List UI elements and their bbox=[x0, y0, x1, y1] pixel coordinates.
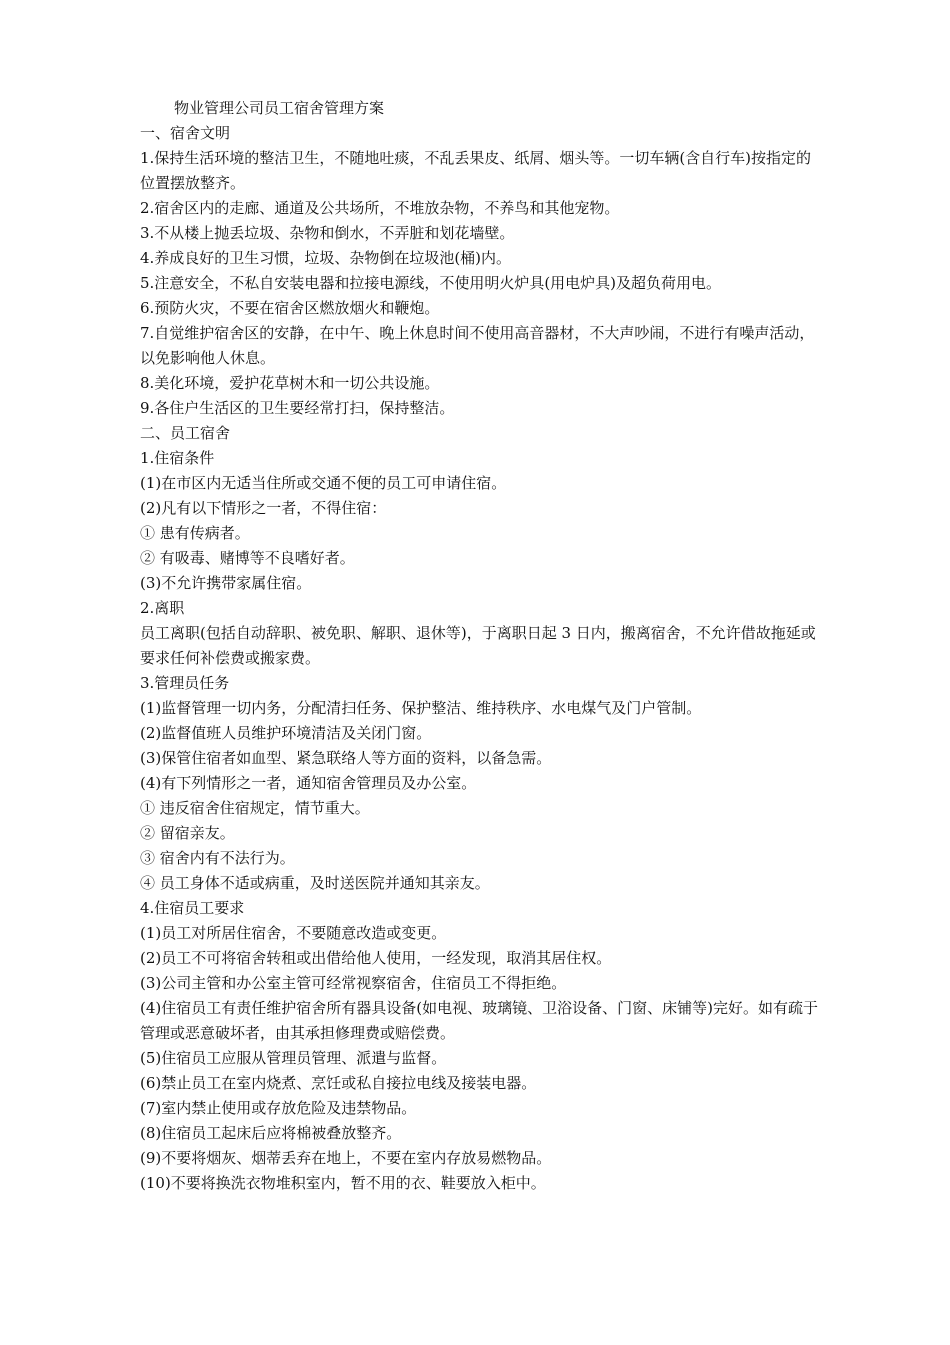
document-paragraph: 4.养成良好的卫生习惯，垃圾、杂物倒在垃圾池(桶)内。 bbox=[140, 249, 512, 267]
document-paragraph: (2)凡有以下情形之一者，不得住宿： bbox=[140, 499, 387, 517]
document-paragraph: (2)监督值班人员维护环境清洁及关闭门窗。 bbox=[140, 724, 432, 742]
document-paragraph: (3)不允许携带家属住宿。 bbox=[140, 574, 312, 592]
document-paragraph: (2)员工不可将宿舍转租或出借给他人使用，一经发现，取消其居住权。 bbox=[140, 949, 612, 967]
document-paragraph: ④ 员工身体不适或病重，及时送医院并通知其亲友。 bbox=[140, 874, 490, 892]
document-paragraph: ③ 宿舍内有不法行为。 bbox=[140, 849, 295, 867]
document-paragraph: 二、员工宿舍 bbox=[140, 424, 231, 442]
document-paragraph: 1.住宿条件 bbox=[140, 449, 215, 467]
document-paragraph: (6)禁止员工在室内烧煮、烹饪或私自接拉电线及接装电器。 bbox=[140, 1074, 537, 1092]
document-paragraph: 7.自觉维护宿舍区的安静，在中午、晚上休息时间不使用高音器材，不大声吵闹，不进行有噪声活动，以免影响他人休息。 bbox=[140, 324, 815, 367]
document-paragraph: (10)不要将换洗衣物堆积室内，暂不用的衣、鞋要放入柜中。 bbox=[140, 1174, 546, 1192]
document-paragraph: 4.住宿员工要求 bbox=[140, 899, 245, 917]
document-paragraph: 员工离职(包括自动辞职、被免职、解职、退休等)，于离职日起 3 日内，搬离宿舍，不允许借故拖延或要求任何补偿费或搬家费。 bbox=[140, 624, 816, 667]
document-paragraph: 2.离职 bbox=[140, 599, 185, 617]
document-paragraph: (5)住宿员工应服从管理员管理、派遣与监督。 bbox=[140, 1049, 447, 1067]
document-paragraph: ② 有吸毒、赌博等不良嗜好者。 bbox=[140, 549, 355, 567]
document-paragraph: ① 患有传病者。 bbox=[140, 524, 250, 542]
document-paragraph: 2.宿舍区内的走廊、通道及公共场所，不堆放杂物，不养鸟和其他宠物。 bbox=[140, 199, 620, 217]
document-paragraph: ① 违反宿舍住宿规定，情节重大。 bbox=[140, 799, 370, 817]
document-paragraph: 1.保持生活环境的整洁卫生，不随地吐痰，不乱丢果皮、纸屑、烟头等。一切车辆(含自行车)按指定的位置摆放整齐。 bbox=[140, 149, 812, 192]
document-paragraph: (9)不要将烟灰、烟蒂丢弃在地上，不要在室内存放易燃物品。 bbox=[140, 1149, 552, 1167]
document-paragraph: (8)住宿员工起床后应将棉被叠放整齐。 bbox=[140, 1124, 402, 1142]
document-paragraph: 3.管理员任务 bbox=[140, 674, 230, 692]
document-paragraph: ② 留宿亲友。 bbox=[140, 824, 235, 842]
document-body bbox=[140, 121, 820, 1196]
document-paragraph: 6.预防火灾，不要在宿舍区燃放烟火和鞭炮。 bbox=[140, 299, 440, 317]
document-page bbox=[140, 96, 820, 1196]
document-paragraph: (4)有下列情形之一者，通知宿舍管理员及办公室。 bbox=[140, 774, 477, 792]
document-paragraph: 3.不从楼上抛丢垃圾、杂物和倒水，不弄脏和划花墙壁。 bbox=[140, 224, 515, 242]
document-paragraph: (3)公司主管和办公室主管可经常视察宿舍，住宿员工不得拒绝。 bbox=[140, 974, 567, 992]
document-paragraph: 9.各住户生活区的卫生要经常打扫，保持整洁。 bbox=[140, 399, 455, 417]
document-paragraph: 5.注意安全，不私自安装电器和拉接电源线，不使用明火炉具(用电炉具)及超负荷用电。 bbox=[140, 274, 722, 292]
document-paragraph: 8.美化环境，爱护花草树木和一切公共设施。 bbox=[140, 374, 440, 392]
document-paragraph: (1)员工对所居住宿舍，不要随意改造或变更。 bbox=[140, 924, 447, 942]
document-paragraph: (7)室内禁止使用或存放危险及违禁物品。 bbox=[140, 1099, 417, 1117]
document-paragraph: (4)住宿员工有责任维护宿舍所有器具设备(如电视、玻璃镜、卫浴设备、门窗、床铺等)完好。如有疏于管理或恶意破坏者，由其承担修理费或赔偿费。 bbox=[140, 999, 818, 1042]
document-paragraph: (1)在市区内无适当住所或交通不便的员工可申请住宿。 bbox=[140, 474, 507, 492]
document-paragraph: (1)监督管理一切内务，分配清扫任务、保护整洁、维持秩序、水电煤气及门户管制。 bbox=[140, 699, 702, 717]
document-title: 物业管理公司员工宿舍管理方案 bbox=[174, 99, 385, 117]
document-paragraph: 一、宿舍文明 bbox=[140, 124, 231, 142]
document-paragraph: (3)保管住宿者如血型、紧急联络人等方面的资料，以备急需。 bbox=[140, 749, 552, 767]
